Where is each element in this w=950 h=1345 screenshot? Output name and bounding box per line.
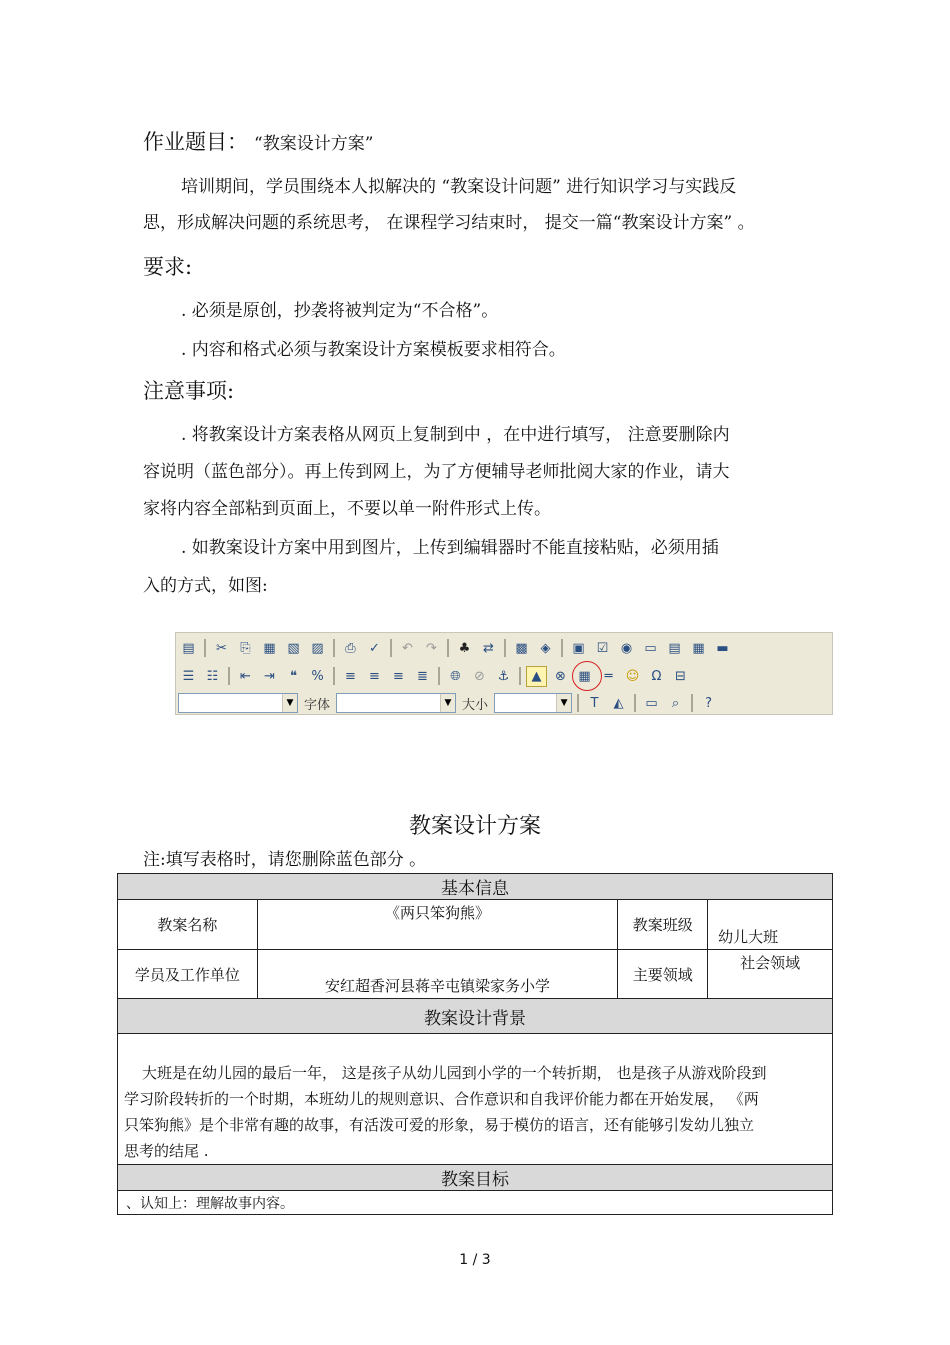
requirement-item-1: . 必须是原创，抄袭将被判定为“不合格”。 [181, 301, 499, 321]
toolbar-separator [691, 694, 693, 712]
find-icon[interactable]: ♣ [458, 640, 471, 656]
indent-icon[interactable]: ⇥ [264, 668, 275, 684]
background-color-icon[interactable]: ◭ [613, 695, 624, 711]
background-line-3: 只笨狗熊》是个非常有趣的故事，有活泼可爱的形象，易于模仿的语言，还有能够引发幼儿独立 [124, 1116, 755, 1134]
toolbar-separator [333, 667, 335, 685]
copy-icon[interactable]: ⎘ [240, 640, 251, 656]
textarea-icon[interactable]: ▤ [668, 640, 681, 656]
toolbar-separator [447, 639, 449, 657]
class-label: 教案班级 [618, 900, 708, 950]
note-2-line-1: . 如教案设计方案中用到图片，上传到编辑器时不能直接粘贴，必须用插 [181, 538, 719, 558]
unit-value: 安红超香河县蒋辛屯镇梁家务小学 [257, 950, 617, 999]
intro-line-2: 思，形成解决问题的系统思考， 在课程学习结束时， 提交一篇“教案设计方案” 。 [143, 213, 755, 233]
remove-format-icon[interactable]: ◈ [540, 640, 551, 656]
note-1-line-3: 家将内容全部粘到页面上，不要以单一附件形式上传。 [143, 499, 551, 519]
align-right-icon[interactable]: ≡ [393, 668, 404, 684]
notes-heading: 注意事项: [143, 379, 235, 403]
toolbar-separator [390, 639, 392, 657]
toolbar-separator [438, 667, 440, 685]
form-icon[interactable]: ▣ [572, 640, 585, 656]
select-field-icon[interactable]: ▦ [692, 640, 705, 656]
chevron-down-icon: ▼ [440, 694, 455, 712]
note-2-line-2: 入的方式，如图: [143, 576, 268, 596]
maximize-icon[interactable]: ▭ [645, 695, 658, 711]
size-select[interactable] [494, 693, 572, 713]
page-break-icon[interactable]: ⊟ [675, 668, 686, 684]
link-icon[interactable]: 🌐︎ [450, 668, 461, 684]
domain-label: 主要领域 [618, 950, 708, 999]
domain-value: 社会领域 [708, 950, 833, 999]
font-label: 字体 [304, 697, 331, 713]
preview-icon[interactable]: ⌕ [671, 695, 680, 711]
radio-icon[interactable]: ◉ [620, 640, 633, 656]
toolbar-separator [577, 694, 579, 712]
note-1-line-1: . 将教案设计方案表格从网页上复制到中 ，在中进行填写， 注意要删除内 [181, 425, 730, 445]
lesson-name-value: 《两只笨狗熊》 [257, 900, 617, 950]
toolbar-separator [228, 667, 230, 685]
paste-text-icon[interactable]: ▧ [287, 640, 300, 656]
toolbar-separator [519, 667, 521, 685]
lesson-name-label: 教案名称 [118, 900, 258, 950]
class-value: 幼儿大班 [708, 900, 833, 950]
ordered-list-icon[interactable]: ☰ [182, 668, 195, 684]
background-heading: 教案设计背景 [118, 999, 833, 1034]
goal-heading: 教案目标 [118, 1165, 833, 1191]
highlight-circle [572, 661, 602, 691]
smiley-icon[interactable]: ☺ [625, 668, 640, 684]
font-select[interactable] [336, 693, 456, 713]
toolbar-separator [204, 639, 206, 657]
chevron-down-icon: ▼ [282, 694, 297, 712]
button-icon[interactable]: ▬ [716, 640, 729, 656]
blockquote-icon[interactable]: ❝ [290, 668, 297, 684]
undo-icon[interactable]: ↶ [402, 640, 413, 656]
align-left-icon[interactable]: ≡ [345, 668, 356, 684]
goal-line-1: 、认知上：理解故事内容。 [118, 1191, 833, 1215]
background-content [118, 1034, 833, 1165]
background-line-4: 思考的结尾 . [124, 1142, 209, 1160]
anchor-icon[interactable]: ⚓︎ [497, 668, 510, 684]
toolbar-separator [333, 639, 335, 657]
assignment-title-value: “教案设计方案” [254, 134, 374, 154]
checkbox-icon[interactable]: ☑ [596, 640, 609, 656]
flash-icon[interactable]: ⊗ [555, 668, 566, 684]
editor-toolbar-image [175, 632, 833, 715]
print-icon[interactable]: ⎙ [345, 640, 356, 656]
toolbar-separator [504, 639, 506, 657]
toolbar-separator [561, 639, 563, 657]
text-color-icon[interactable]: T [590, 695, 599, 711]
format-select[interactable] [178, 693, 298, 713]
paste-word-icon[interactable]: ▨ [311, 640, 324, 656]
paste-icon[interactable]: ▦ [263, 640, 276, 656]
chevron-down-icon: ▼ [556, 694, 571, 712]
source-icon[interactable]: ▤ [182, 640, 195, 656]
table-icon[interactable]: ▦ [578, 668, 591, 684]
redo-icon[interactable]: ↷ [426, 640, 437, 656]
requirement-item-2: . 内容和格式必须与教案设计方案模板要求相符合。 [181, 340, 566, 360]
form-title: 教案设计方案 [408, 814, 541, 839]
toolbar-separator [634, 694, 636, 712]
background-line-2: 学习阶段转折的一个时期，本班幼儿的规则意识、合作意识和自我评价能力都在开始发展， 《两 [124, 1090, 759, 1108]
basic-info-heading: 基本信息 [118, 874, 833, 900]
div-icon[interactable]: % [311, 668, 324, 684]
unlink-icon[interactable]: ⊘ [474, 668, 485, 684]
horizontal-rule-icon[interactable]: ═ [604, 668, 613, 684]
spellcheck-icon[interactable]: ✓ [369, 640, 380, 656]
select-all-icon[interactable]: ▩ [515, 640, 528, 656]
lesson-plan-table [117, 873, 833, 1215]
requirements-heading: 要求: [143, 255, 193, 279]
insert-image-icon[interactable]: ▲ [526, 666, 547, 687]
form-note: 注:填写表格时，请您删除蓝色部分 。 [143, 850, 427, 870]
note-1-line-2: 容说明（蓝色部分）。再上传到网上，为了方便辅导老师批阅大家的作业，请大 [143, 462, 730, 482]
size-label: 大小 [462, 697, 489, 713]
textfield-icon[interactable]: ▭ [644, 640, 657, 656]
help-icon[interactable]: ? [705, 695, 712, 711]
background-line-1: 大班是在幼儿园的最后一年， 这是孩子从幼儿园到小学的一个转折期， 也是孩子从游戏阶段到 [142, 1064, 767, 1082]
intro-line-1: 培训期间，学员围绕本人拟解决的 “教案设计问题” 进行知识学习与实践反 [181, 177, 737, 197]
page-number: 1 / 3 [459, 1252, 491, 1268]
cut-icon[interactable]: ✂ [216, 640, 227, 656]
align-center-icon[interactable]: ≡ [369, 668, 380, 684]
unordered-list-icon[interactable]: ☷ [206, 668, 219, 684]
outdent-icon[interactable]: ⇤ [240, 668, 251, 684]
replace-icon[interactable]: ⇄ [483, 640, 494, 656]
justify-icon[interactable]: ≣ [417, 668, 428, 684]
assignment-title-label: 作业题目： [143, 130, 248, 154]
unit-label: 学员及工作单位 [118, 950, 258, 999]
special-char-icon[interactable]: Ω [651, 668, 662, 684]
